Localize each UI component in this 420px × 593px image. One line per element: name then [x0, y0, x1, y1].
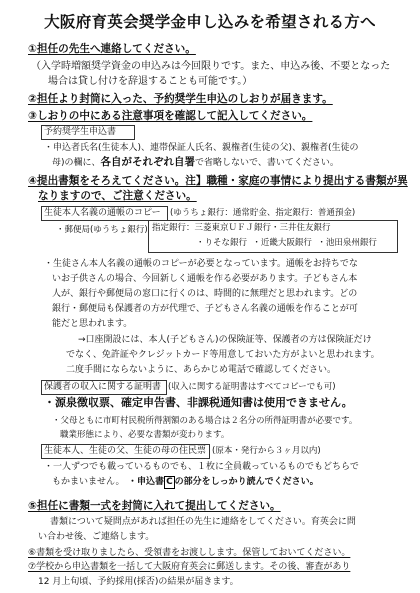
step1-note-line2: 場合は貸し付けを辞退することも可能です。） — [48, 76, 253, 87]
income-certificate-label: 保護者の収入に関する証明書 — [44, 382, 162, 392]
application-form-label: 予約奨学生申込書 — [44, 127, 117, 137]
step2-heading: ②担任より封筒に入った、予約奨学生申込のしおりが届きます。 — [28, 93, 333, 105]
step5-line2: い合わせ後、ご連絡します。 — [38, 532, 155, 542]
section-c-marker: C — [166, 477, 173, 487]
page-title: 大阪府育英会奨学金申し込みを希望される方へ — [44, 13, 376, 31]
designated-banks-row2: ・りそな銀行 ・近畿大阪銀行 ・池田泉州銀行 — [196, 238, 377, 248]
account-opening-line3: 二度手間にならないように、あらかじめ電話で確認してください。 — [66, 365, 337, 375]
passbook-para-line4: 銀行・郵便局も保護者の方が代理で、子どもさん名義の通帳を作ることが可 — [52, 304, 358, 314]
step3-line1: ・申込者氏名(生徒本人)、連帯保証人氏名、親権者(生徒の父)、親権者(生徒の — [44, 143, 359, 153]
step3-line2: 母)の欄に、各自がそれぞれ自署で省略しないで、書いてください。 — [52, 156, 339, 168]
income-line1: ・父母ともに市町村民税所得割額のある場合は２名分の所得証明書が必要です。 — [52, 416, 358, 426]
unusable-documents-warning: ・源泉徴収票、確定申告書、非課税通知書は使用できません。 — [44, 396, 353, 409]
step7-line2: 12 月上旬頃、予約採用(採否)の結果が届きます。 — [38, 577, 239, 587]
post-bank-item: ・郵便局(ゆうちょ銀行) — [56, 225, 148, 235]
account-opening-line1: →口座開設には、本人(子どもさん)の保険証等、保護者の方は保険証だけ — [78, 335, 372, 345]
step5-heading: ⑤担任に書類一式を封筒に入れて提出してください。 — [28, 500, 281, 512]
resident-record-label: 生徒本人、生徒の父、生徒の母の住民票 — [44, 446, 207, 456]
self-signature-emphasis: 各自がそれぞれ自署 — [100, 156, 196, 168]
step6-text: ⑥書類を受け取りましたら、受領書をお渡しします。保管しておいてください。 — [28, 548, 351, 558]
passbook-para-line2: いお子供さんの場合、今回新しく通帳を作る必要があります。子どもさん本 — [52, 274, 358, 284]
designated-banks-row1: 指定銀行：三菱東京ＵＦＪ銀行・三井住友銀行 — [152, 223, 331, 233]
step4-heading-line1: ④提出書類をそろえてください。注】職種・家庭の事情により提出する書類が異 — [28, 175, 408, 187]
step1-note-line1: （入学時増額奨学資金の申込みは今回限りです。また、申込み後、不要となった — [31, 61, 391, 72]
passbook-para-line1: ・生徒さん本人名義の通帳のコピーが必要となっています。通帳をお持ちでな — [44, 259, 358, 269]
income-line2: 職業形態により、必要な書類が変わります。 — [60, 430, 230, 440]
account-opening-line2: でなく、免許証やクレジットカード等用意しておいた方がよいと思われます。 — [66, 350, 380, 360]
resident-record-line1: ・一人ずつでも載っているものでも、１枚に全員載っているものでもどちらで — [44, 462, 359, 472]
step3-heading: ③しおりの中にある注意事項を確認して記入してください。 — [28, 110, 313, 122]
passbook-account-note: (ゆうちょ銀行：通常貯金、指定銀行：普通預金) — [170, 208, 356, 218]
income-certificate-note: (収入に関する証明書はすべてコピーでも可) — [168, 382, 336, 392]
resident-record-line2: もかまいません。 ・申込書 C の部分をしっかり読んでください。 — [52, 477, 319, 487]
step1-heading: ①担任の先生へ連絡してください。 — [28, 43, 196, 55]
step4-heading-line2: なりますので、ご注意ください。 — [38, 190, 197, 202]
passbook-para-line3: 人が、銀行や郵便局の窓口に行くのは、時間的に無理だと思われます。どの — [52, 289, 358, 299]
resident-record-note: (原本・発行から３ヶ月以内) — [212, 446, 321, 456]
passbook-label: 生徒本人名義の通帳のコピー — [44, 208, 161, 218]
passbook-para-line5: 能だと思われます。 — [52, 319, 133, 329]
step5-line1: 書類について疑問点があれば担任の先生に連絡をしてください。育英会に問 — [50, 517, 356, 527]
step7-line1: ⑦学校から申込書類を一括して大阪府育英会に郵送します。その後、審査があり — [28, 562, 351, 572]
